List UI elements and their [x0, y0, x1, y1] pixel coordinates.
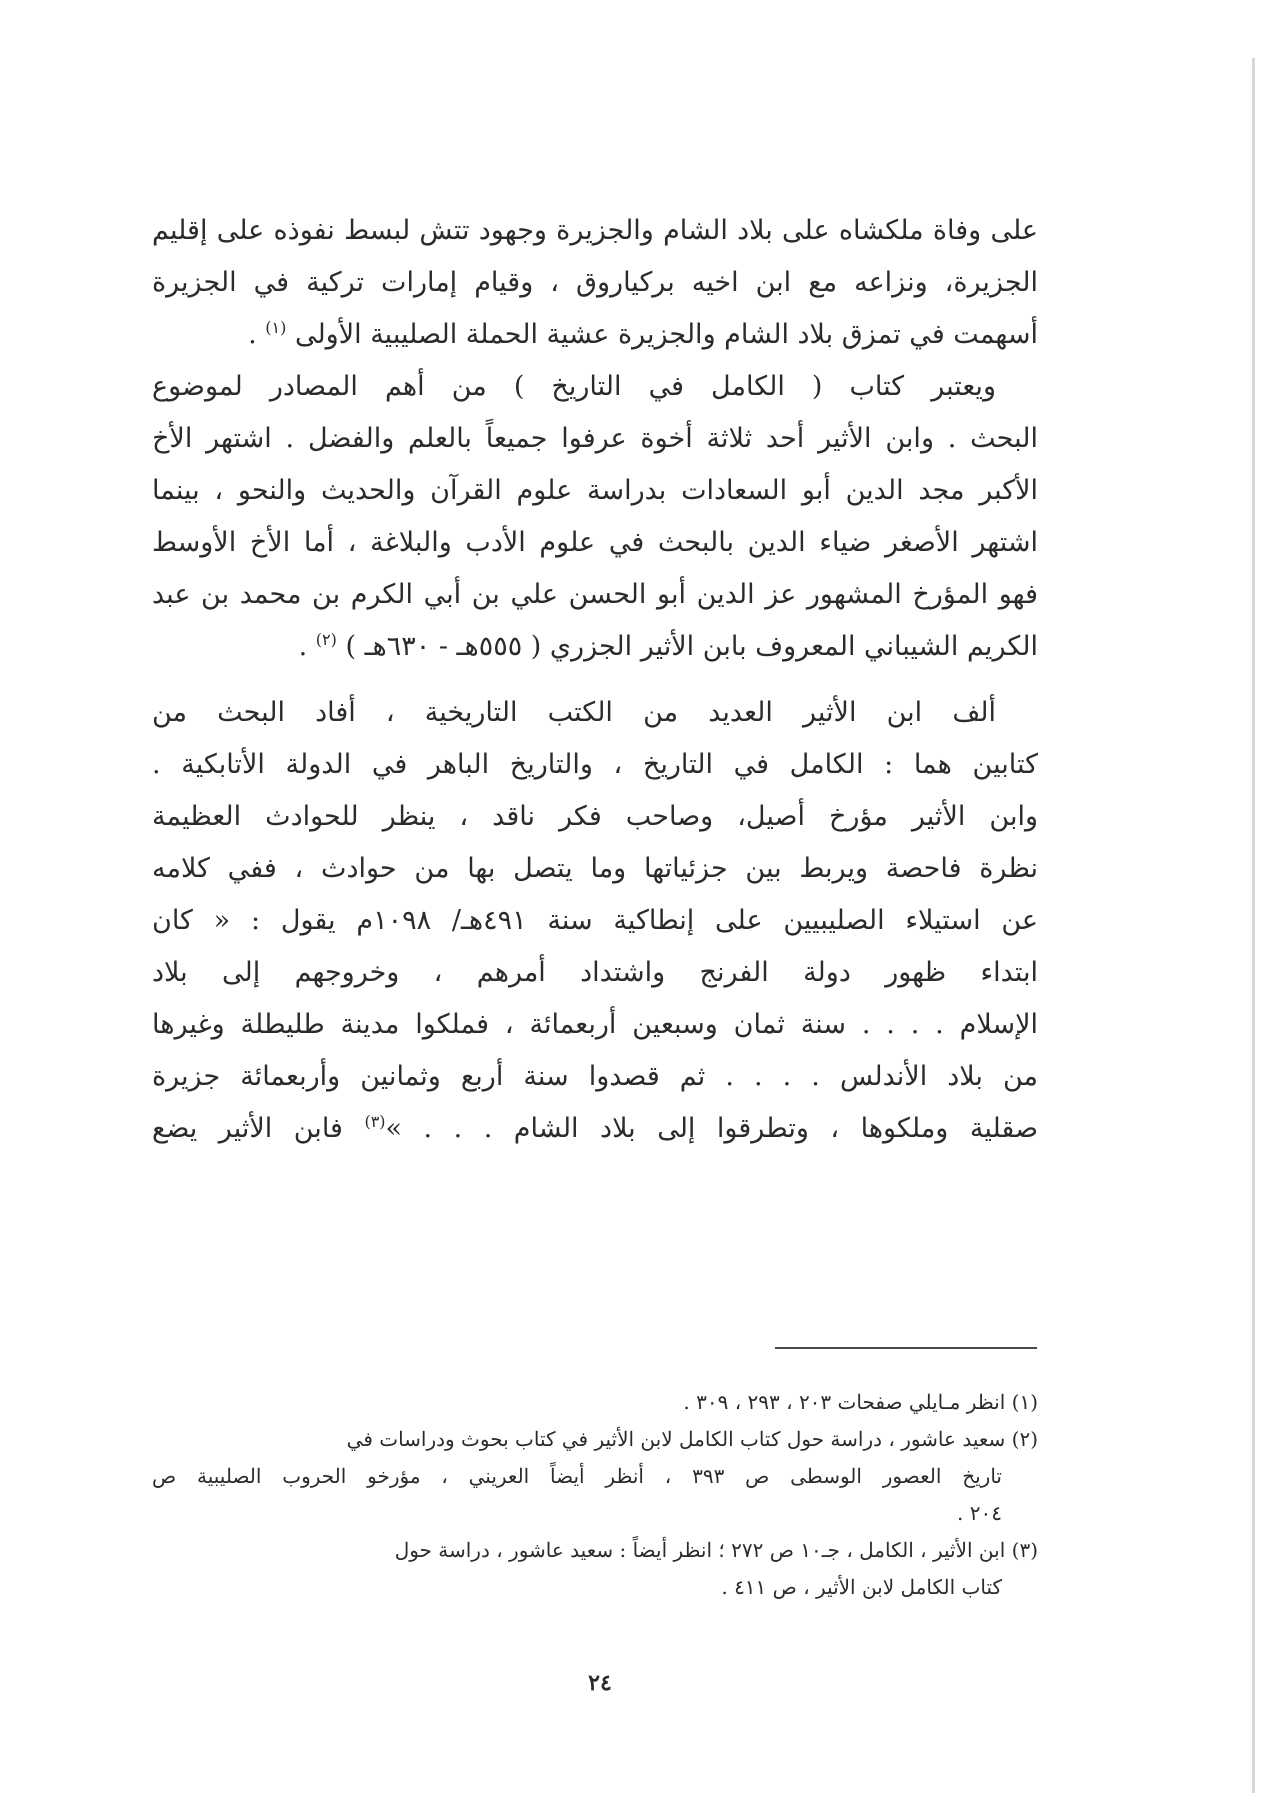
- footnote-3: [152, 1532, 1038, 1606]
- text-line: عن استيلاء الصليبيين على إنطاكية سنة ٤٩١هـ/ ١٠٩٨م يقول : « كان: [152, 905, 1038, 936]
- text-line: الأكبر مجد الدين أبو السعادات بدراسة علوم القرآن والحديث والنحو ، بينما: [152, 475, 1038, 506]
- paragraph: [152, 205, 1038, 361]
- text-line-content: الكريم الشيباني المعروف بابن الأثير الجزري ( ٥٥٥هـ - ٦٣٠هـ ): [345, 631, 1038, 662]
- text-line-trailing: فابن الأثير يضع: [152, 1113, 365, 1144]
- footnote-reference[interactable]: (٢): [315, 630, 337, 649]
- footnote-line: ٢٠٤ .: [957, 1501, 1002, 1525]
- footnote-line: [152, 1532, 1038, 1569]
- footnote-text: ابن الأثير ، الكامل ، جـ١٠ ص ٢٧٢ ؛ انظر أيضاً : سعيد عاشور ، دراسة حول: [394, 1538, 1006, 1562]
- text-line: البحث . وابن الأثير أحد ثلاثة أخوة عرفوا جميعاً بالعلم والفضل . اشتهر الأخ: [152, 423, 1038, 454]
- footnote-line: [152, 1421, 1038, 1458]
- text-line: نظرة فاحصة ويربط بين جزئياتها وما يتصل بها من حوادث ، ففي كلامه: [152, 853, 1038, 884]
- text-line: من بلاد الأندلس . . . . ثم قصدوا سنة أربع وثمانين وأربعمائة جزيرة: [152, 1061, 1038, 1092]
- paragraph: [152, 687, 1038, 1155]
- footnote-text: سعيد عاشور ، دراسة حول كتاب الكامل لابن الأثير في كتاب بحوث ودراسات في: [346, 1427, 1006, 1451]
- text-line: [152, 621, 1038, 673]
- body-text: [152, 205, 1038, 1155]
- paragraph-gap: [152, 673, 1038, 687]
- text-line: اشتهر الأصغر ضياء الدين بالبحث في علوم الأدب والبلاغة ، أما الأخ الأوسط: [152, 527, 1038, 558]
- text-line: الإسلام . . . . سنة ثمان وسبعين أربعمائة ، فملكوا مدينة طليطلة وغيرها: [152, 1009, 1038, 1040]
- page-edge-line: [1252, 58, 1255, 1793]
- text-line: الجزيرة، ونزاعه مع ابن اخيه بركياروق ، وقيام إمارات تركية في الجزيرة: [152, 267, 1038, 298]
- footnote-marker: (١): [1011, 1390, 1038, 1414]
- text-line-trailing: .: [298, 631, 316, 662]
- footnotes: [152, 1384, 1038, 1606]
- footnote-marker: (٣): [1011, 1538, 1038, 1562]
- text-line-trailing: .: [248, 319, 266, 350]
- footnote-marker: (٢): [1011, 1427, 1038, 1451]
- text-line: ابتداء ظهور دولة الفرنج واشتداد أمرهم ، وخروجهم إلى بلاد: [152, 957, 1038, 988]
- text-line: كتابين هما : الكامل في التاريخ ، والتاريخ الباهر في الدولة الأتابكية .: [152, 749, 1038, 780]
- text-line: [152, 309, 1038, 361]
- footnote-separator: [775, 1347, 1037, 1349]
- text-line: على وفاة ملكشاه على بلاد الشام والجزيرة وجهود تتش لبسط نفوذه على إقليم: [152, 215, 1038, 246]
- paragraph: [152, 361, 1038, 673]
- footnote-2: [152, 1421, 1038, 1532]
- page-number: ٢٤: [588, 1670, 612, 1696]
- text-line: [152, 1103, 1038, 1155]
- footnote-reference[interactable]: (١): [265, 318, 287, 337]
- footnote-line: كتاب الكامل لابن الأثير ، ص ٤١١ .: [721, 1575, 1002, 1599]
- footnote-line: تاريخ العصور الوسطى ص ٣٩٣ ، أنظر أيضاً العريني ، مؤرخو الحروب الصليبية ص: [152, 1464, 1002, 1488]
- text-line: وابن الأثير مؤرخ أصيل، وصاحب فكر ناقد ، ينظر للحوادث العظيمة: [152, 801, 1038, 832]
- text-line: فهو المؤرخ المشهور عز الدين أبو الحسن علي بن أبي الكرم بن محمد بن عبد: [152, 579, 1038, 610]
- text-line-content: أسهمت في تمزق بلاد الشام والجزيرة عشية الحملة الصليبية الأولى: [294, 319, 1038, 350]
- text-line-content: صقلية وملكوها ، وتطرقوا إلى بلاد الشام . . . »: [385, 1113, 1038, 1144]
- text-line: ويعتبر كتاب ( الكامل في التاريخ ) من أهم المصادر لموضوع: [152, 371, 996, 402]
- footnote-text: انظر مـايلي صفحات ٢٠٣ ، ٢٩٣ ، ٣٠٩ .: [683, 1390, 1006, 1414]
- footnote-line: [152, 1384, 1038, 1421]
- footnote-reference[interactable]: (٣): [364, 1112, 386, 1131]
- footnote-1: [152, 1384, 1038, 1421]
- text-line: ألف ابن الأثير العديد من الكتب التاريخية ، أفاد البحث من: [152, 697, 996, 728]
